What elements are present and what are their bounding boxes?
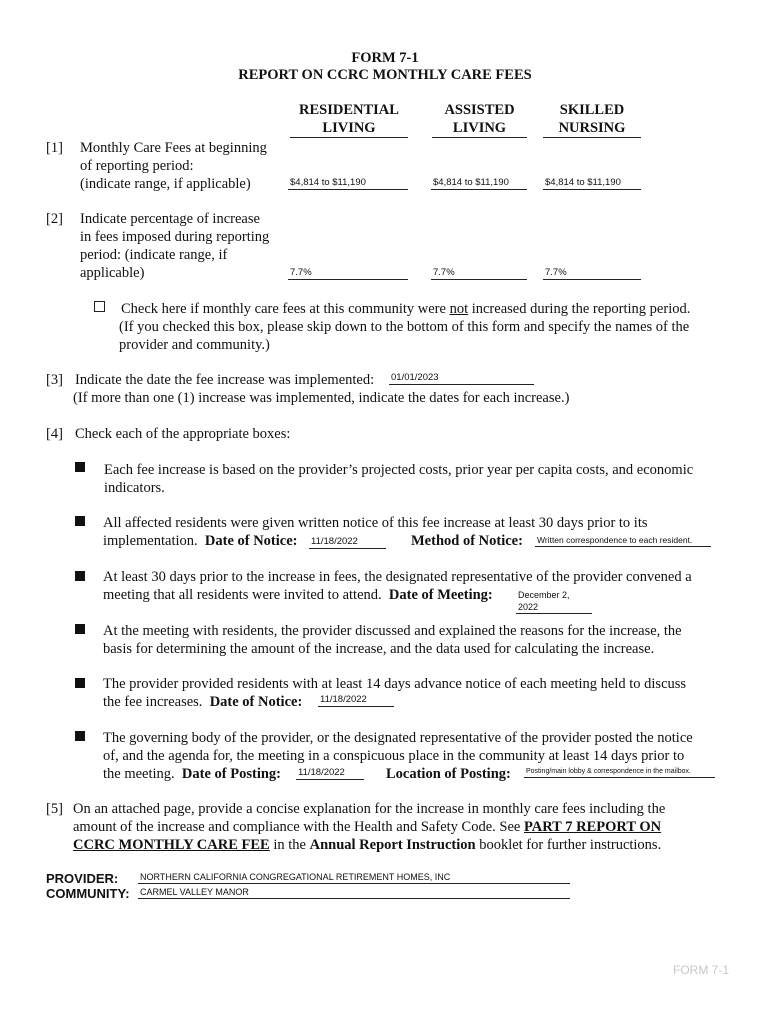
provider-label: PROVIDER: [46,871,119,886]
item4-box5-line1: The provider provided residents with at least 14 days advance notice of each meeting held to discuss [103,676,687,692]
item4-box3-meeting-date-field[interactable]: December 2, 2022 [516,589,592,614]
item1-assisted-field[interactable]: $4,814 to $11,190 [431,177,527,190]
item4-box6-posting-date-field[interactable]: 11/18/2022 [296,767,364,780]
item2-skilled-field[interactable]: 7.7% [543,267,641,280]
item5-report-name: CCRC MONTHLY CARE FEE [73,837,270,853]
column-header-assisted-line1: ASSISTED [444,102,515,118]
item5-line3-mid: in the [269,837,310,853]
no-increase-text-post: increased during the reporting period. [468,301,691,317]
item2-label-line2: in fees imposed during reporting [80,229,270,245]
column-header-skilled-line2: NURSING [543,119,641,138]
item2-label-line1: Indicate percentage of increase [80,211,260,227]
item4-box2-method-field[interactable]: Written correspondence to each resident. [535,534,711,547]
item4-box3-line2-text: meeting that all residents were invited to attend. [103,587,382,603]
item4-box1-line2: indicators. [104,480,165,496]
item4-box1-line1: Each fee increase is based on the provider’s projected costs, prior year per capita costs, and economic [104,462,694,478]
item4-box3-line1: At least 30 days prior to the increase in fees, the designated representative of the provider convened a [103,569,692,585]
item3-label: Indicate the date the fee increase was implemented: [75,372,375,388]
item1-label-line2: of reporting period: [80,158,194,174]
item4-label: Check each of the appropriate boxes: [75,426,291,442]
item4-box2-line2 [103,532,297,550]
no-increase-text-underlined: not [449,301,469,317]
item4-box5-line2 [103,693,302,711]
item4-box2-notice-label: Date of Notice: [204,533,298,549]
item2-label [80,210,285,282]
item3-note: (If more than one (1) increase was implemented, indicate the dates for each increase.) [73,390,570,406]
item4-box3-checkbox[interactable] [75,571,85,581]
item5-line2-text: amount of the increase and compliance with the Health and Safety Code. See [73,819,524,835]
item4-box3-meeting-label: Date of Meeting: [388,587,493,603]
item3-date-field[interactable]: 01/01/2023 [389,372,534,385]
item4-box2-notice-date-field[interactable]: 11/18/2022 [309,536,386,549]
no-increase-checkbox[interactable] [94,301,105,312]
community-name-field[interactable]: CARMEL VALLEY MANOR [138,886,570,899]
form-title: FORM 7-1 [351,50,419,66]
item1-skilled-field[interactable]: $4,814 to $11,190 [543,177,641,190]
no-increase-text-line1 [121,300,690,318]
item5-line3-post: booklet for further instructions. [475,837,662,853]
item4-box2-method-label: Method of Notice: [411,533,523,549]
item2-label-line4: applicable) [80,265,145,281]
item1-residential-field[interactable]: $4,814 to $11,190 [288,177,408,190]
item5-line1: On an attached page, provide a concise explanation for the increase in monthly care fees including the [73,801,666,817]
column-header-residential-line2: LIVING [290,119,408,138]
no-increase-text-pre: Check here if monthly care fees at this community were [121,301,450,317]
column-header-assisted [432,101,527,138]
item4-box6-location-field[interactable]: Posting/main lobby & correspondence in the mailbox. [524,767,715,778]
column-header-assisted-line2: LIVING [432,119,527,138]
no-increase-text-line2: (If you checked this box, please skip down to the bottom of this form and specify the names of the [119,319,690,335]
item4-box6-posting-label: Date of Posting: [181,766,281,782]
item4-box1-checkbox[interactable] [75,462,85,472]
item2-residential-field[interactable]: 7.7% [288,267,408,280]
column-header-residential-line1: RESIDENTIAL [299,102,399,118]
item4-box4-checkbox[interactable] [75,624,85,634]
column-header-residential [290,101,408,138]
item3-number: [3] [46,372,63,388]
item2-number: [2] [46,211,63,227]
item5-part7-reference: PART 7 REPORT ON [523,819,662,835]
item4-box5-line2-text: the fee increases. [103,694,203,710]
item2-assisted-field[interactable]: 7.7% [431,267,527,280]
item1-number: [1] [46,140,63,156]
item1-label-line3: (indicate range, if applicable) [80,176,251,192]
item5-number: [5] [46,801,63,817]
column-header-skilled [543,101,641,138]
column-header-skilled-line1: SKILLED [559,102,625,118]
item4-box2-line1: All affected residents were given written notice of this fee increase at least 30 days prior to its [103,515,648,531]
item4-box6-checkbox[interactable] [75,731,85,741]
item1-label-line1: Monthly Care Fees at beginning [80,140,267,156]
item4-box6-location-label: Location of Posting: [386,766,511,782]
no-increase-text-line3: provider and community.) [119,337,270,353]
item4-box5-notice-date-field[interactable]: 11/18/2022 [318,694,394,707]
item2-label-line3: period: (indicate range, if [80,247,228,263]
item4-box2-checkbox[interactable] [75,516,85,526]
item5-line2 [73,818,661,836]
item4-number: [4] [46,426,63,442]
item1-label [80,139,285,193]
item4-box4-line1: At the meeting with residents, the provider discussed and explained the reasons for the increase, the [103,623,682,639]
item4-box5-notice-label: Date of Notice: [209,694,303,710]
item4-box6-line2: of, and the agenda for, the meeting in a conspicuous place in the community at least 14 days prior to [103,748,685,764]
item4-box3-line2 [103,586,493,604]
item4-box4-line2: basis for determining the amount of the increase, and the data used for calculating the increase. [103,641,655,657]
community-label: COMMUNITY: [46,886,130,901]
item4-box6-line3 [103,765,281,783]
provider-name-field[interactable]: NORTHERN CALIFORNIA CONGREGATIONAL RETIREMENT HOMES, INC [138,871,570,884]
item4-box6-line1: The governing body of the provider, or the designated representative of the provider posted the notice [103,730,693,746]
item4-box2-line2-text: implementation. [103,533,198,549]
item4-box6-line3-text: the meeting. [103,766,175,782]
item4-box5-checkbox[interactable] [75,678,85,688]
form-subtitle: REPORT ON CCRC MONTHLY CARE FEES [238,67,532,83]
item5-line3 [73,836,661,854]
item5-instruction-booklet: Annual Report Instruction [309,837,476,853]
form-footer-label: FORM 7-1 [673,963,730,977]
